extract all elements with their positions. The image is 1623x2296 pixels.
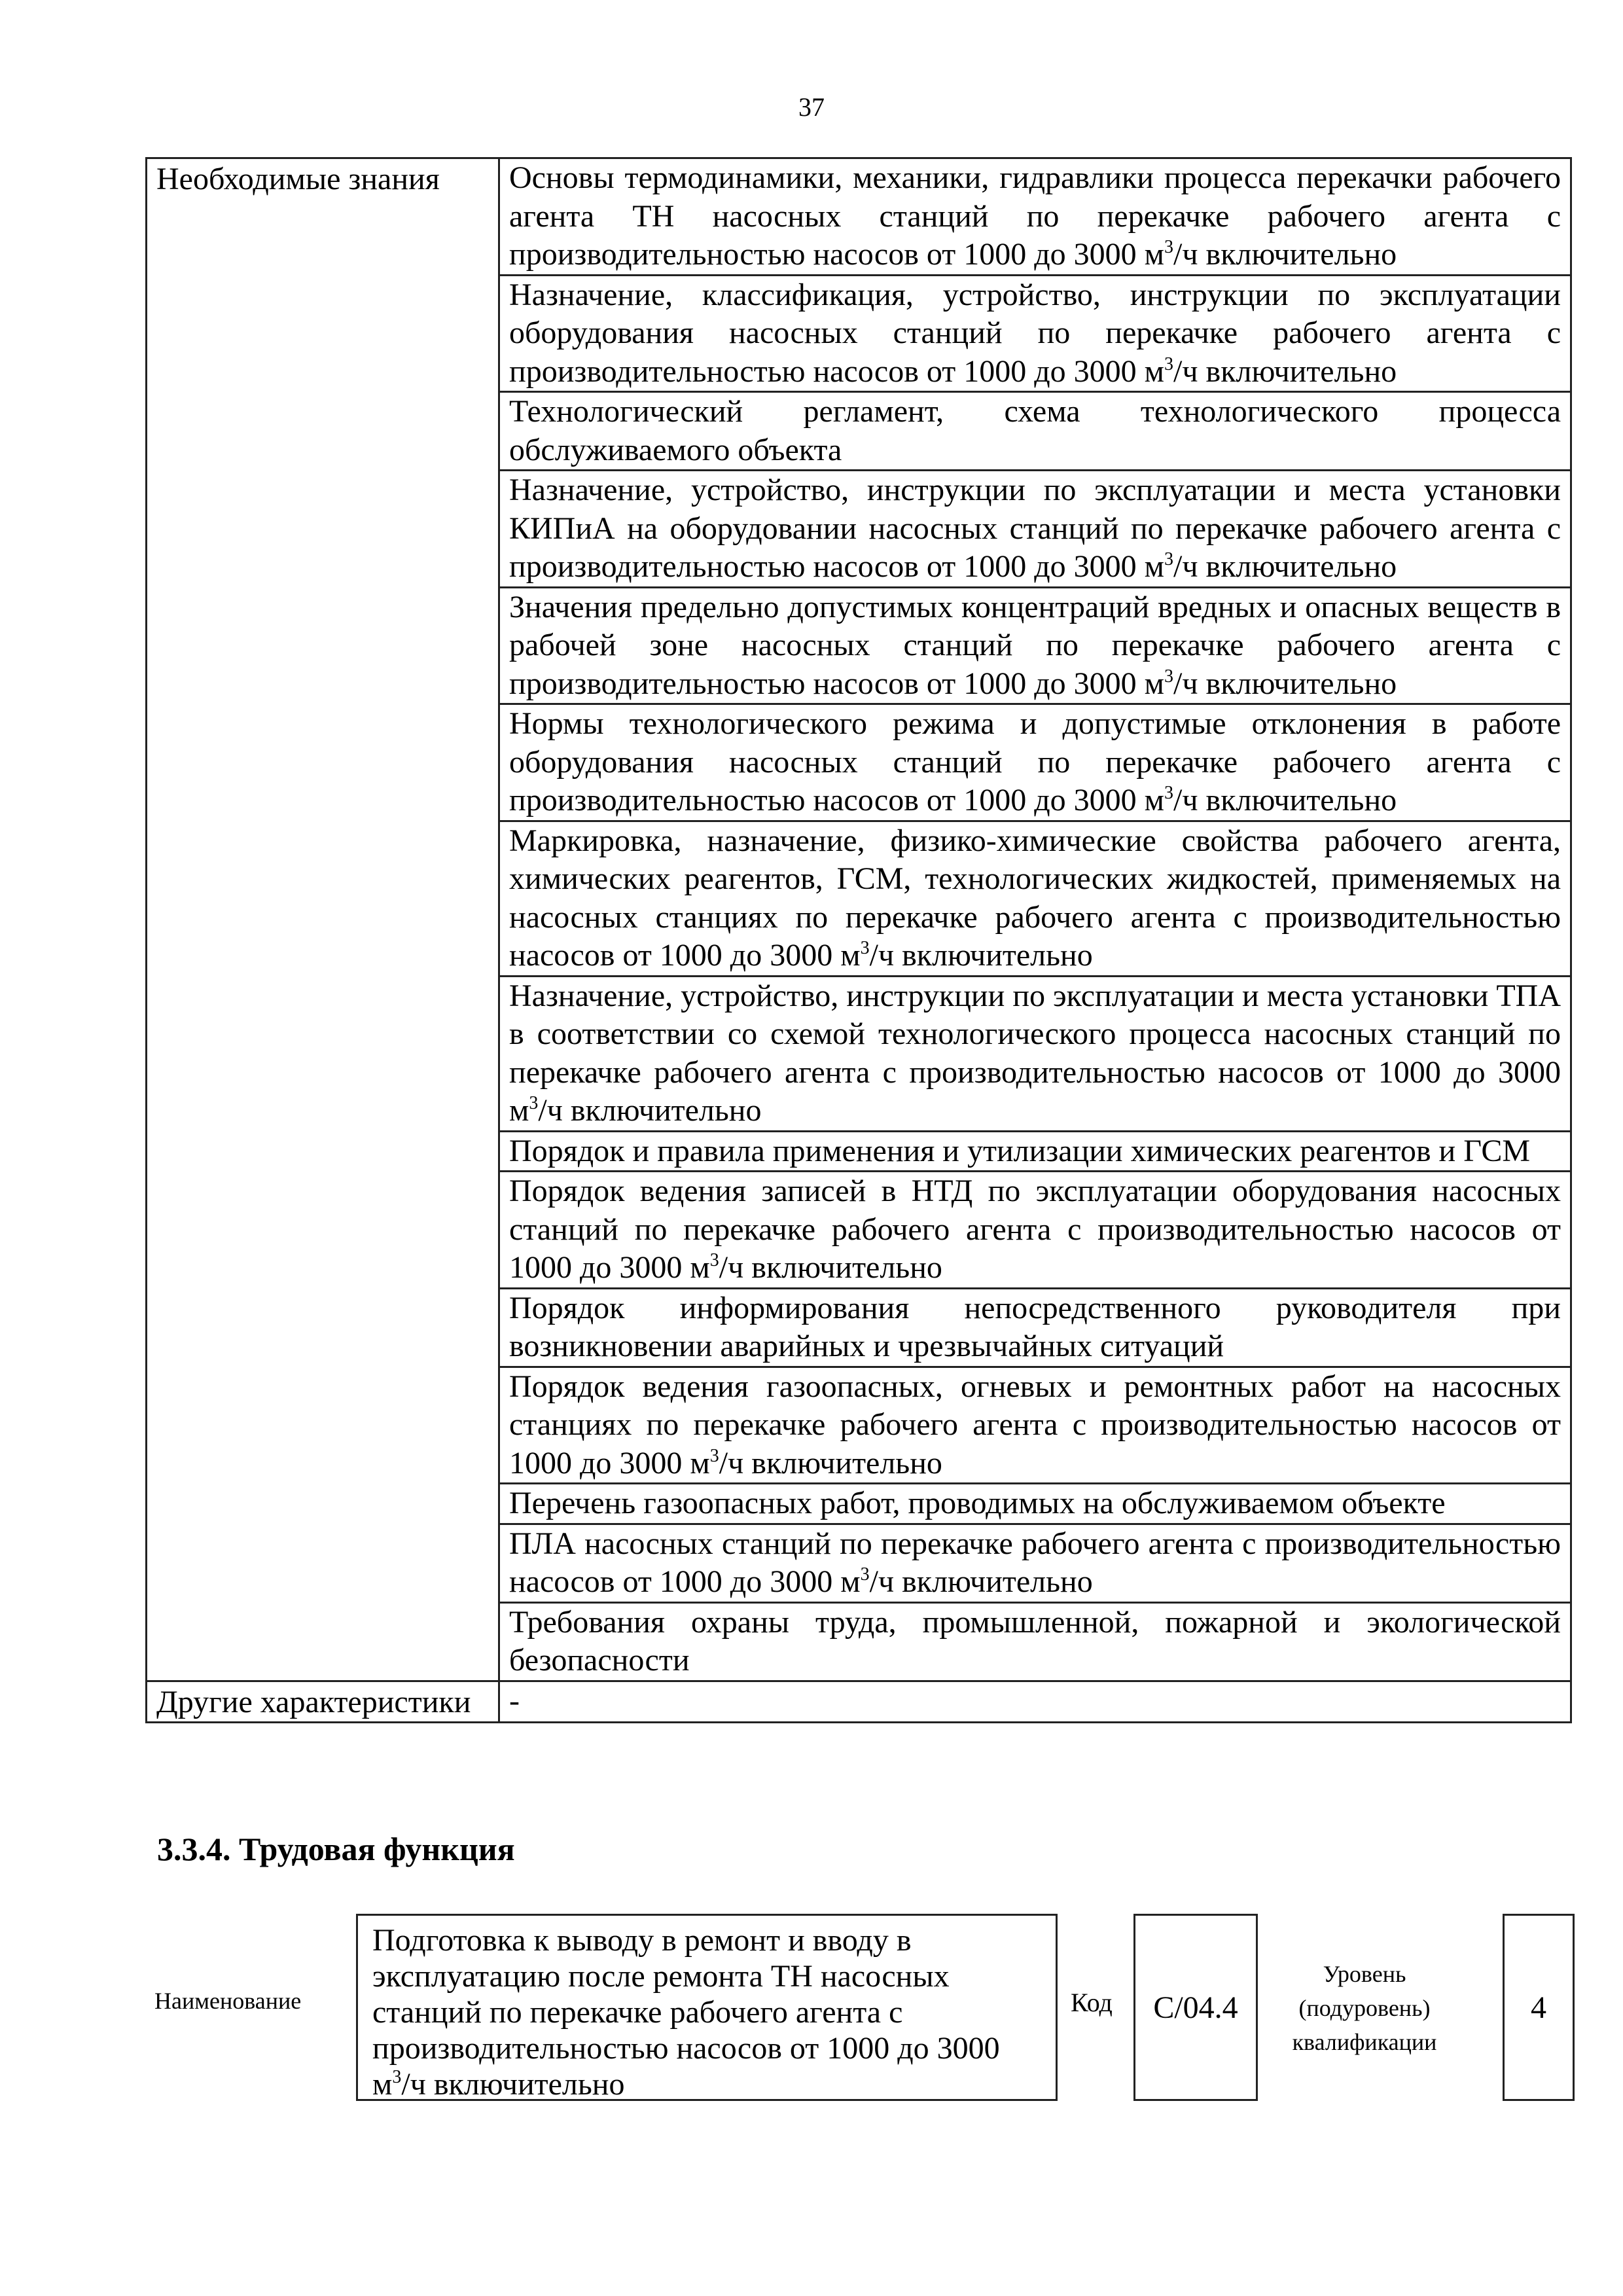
knowledge-item-superscript: 3 (709, 1445, 719, 1466)
knowledge-item (499, 704, 1571, 821)
knowledge-item (499, 587, 1571, 704)
function-name-text: Подготовка к выводу в ремонт и вводу в эксплуатацию после ремонта ТН насосных станций по перекачке рабочего агента с производительностью насосов от 1000 до 3000 м (372, 1923, 1000, 2102)
knowledge-item-text: Порядок информирования непосредственного руководителя при возникновении аварийных и чрезвычайных ситуаций (509, 1290, 1561, 1363)
knowledge-item-text: Порядок и правила применения и утилизации химических реагентов и ГСМ (509, 1133, 1531, 1168)
knowledge-item-text: Требования охраны труда, промышленной, пожарной и экологической безопасности (509, 1604, 1561, 1677)
knowledge-item (499, 976, 1571, 1131)
knowledge-item (499, 471, 1571, 588)
knowledge-label: Необходимые знания (147, 158, 499, 1681)
other-characteristics-label: Другие характеристики (147, 1681, 499, 1723)
knowledge-item-text: Маркировка, назначение, физико-химические свойства рабочего агента, химических реагентов, ГСМ, технологических жидкостей, применяемых на насосных станциях по перекачке рабочего агента с производительностью насосов от 1000 до 3000 м (509, 823, 1561, 973)
knowledge-item-unit: /ч включительно (538, 1093, 762, 1128)
knowledge-item-text: Порядок ведения газоопасных, огневых и ремонтных работ на насосных станциях по перекачке рабочего агента с производительностью насосов от 1000 до 3000 м (509, 1369, 1561, 1480)
knowledge-item-superscript: 3 (1164, 549, 1174, 569)
knowledge-item-superscript: 3 (860, 938, 870, 958)
page-number: 37 (798, 92, 825, 122)
knowledge-item-text: Нормы технологического режима и допустимые отклонения в работе оборудования насосных станций по перекачке рабочего агента с производительностью насосов от 1000 до 3000 м (509, 706, 1561, 817)
knowledge-item-unit: /ч включительно (719, 1445, 942, 1480)
function-name-superscript: 3 (392, 2067, 402, 2087)
code-label: Код (1071, 1988, 1113, 2017)
knowledge-item-text: Основы термодинамики, механики, гидравлики процесса перекачки рабочего агента ТН насосных станций по перекачке рабочего агента с производительностью насосов от 1000 до 3000 м (509, 160, 1561, 272)
other-characteristics-value: - (499, 1681, 1571, 1723)
knowledge-item-superscript: 3 (1164, 237, 1174, 257)
knowledge-item (499, 158, 1571, 276)
knowledge-item-superscript: 3 (860, 1564, 870, 1585)
knowledge-item-text: Назначение, устройство, инструкции по эксплуатации и места установки ТПА в соответствии со схемой технологического процесса насосных станций по перекачке рабочего агента с производительностью насосов от 1000 до 3000 м (509, 978, 1561, 1128)
knowledge-item (499, 1131, 1571, 1172)
code-box (1133, 1914, 1258, 2101)
knowledge-item (499, 1172, 1571, 1289)
function-name-box (356, 1914, 1058, 2101)
table-row (147, 158, 1571, 276)
knowledge-item-superscript: 3 (529, 1093, 539, 1113)
knowledge-item-text: Перечень газоопасных работ, проводимых на обслуживаемом объекте (509, 1486, 1446, 1520)
knowledge-item-text: Технологический регламент, схема технологического процесса обслуживаемого объекта (509, 394, 1561, 467)
knowledge-item-unit: /ч включительно (1173, 353, 1397, 389)
knowledge-item (499, 1484, 1571, 1524)
knowledge-item (499, 1524, 1571, 1602)
knowledge-item-text: Назначение, устройство, инструкции по эксплуатации и места установки КИПиА на оборудовании насосных станций по перекачке рабочего агента с производительностью насосов от 1000 до 3000 м (509, 473, 1561, 584)
knowledge-item-text: ПЛА насосных станций по перекачке рабочего агента с производительностью насосов от 1000 до 3000 м (509, 1526, 1561, 1599)
knowledge-item-text: Значения предельно допустимых концентраций вредных и опасных веществ в рабочей зоне насосных станций по перекачке рабочего агента с производительностью насосов от 1000 до 3000 м (509, 589, 1561, 701)
qualification-level-label: Уровень (подуровень) квалификации (1292, 1961, 1437, 2055)
knowledge-item (499, 1602, 1571, 1681)
knowledge-item-unit: /ч включительно (1173, 237, 1397, 272)
knowledge-item-superscript: 3 (709, 1250, 719, 1270)
table-row (147, 1681, 1571, 1723)
knowledge-item-text: Назначение, классификация, устройство, инструкции по эксплуатации оборудования насосных станций по перекачке рабочего агента с производительностью насосов от 1000 до 3000 м (509, 277, 1561, 389)
knowledge-item-unit: /ч включительно (1173, 549, 1397, 584)
knowledge-table (145, 157, 1572, 1723)
knowledge-item-unit: /ч включительно (1173, 666, 1397, 701)
knowledge-item (499, 1367, 1571, 1484)
knowledge-item (499, 821, 1571, 976)
knowledge-item-unit: /ч включительно (869, 1564, 1093, 1599)
code-value: C/04.4 (1153, 1990, 1238, 2025)
knowledge-item (499, 392, 1571, 471)
knowledge-item-unit: /ч включительно (1173, 783, 1397, 817)
knowledge-item-unit: /ч включительно (869, 938, 1093, 973)
qualification-level-value: 4 (1531, 1990, 1546, 2025)
knowledge-item-text: Порядок ведения записей в НТД по эксплуатации оборудования насосных станций по перекачке рабочего агента с производительностью насосов от 1000 до 3000 м (509, 1174, 1561, 1285)
knowledge-item-superscript: 3 (1164, 353, 1174, 374)
function-name-unit: /ч включительно (401, 2067, 625, 2102)
section-heading: 3.3.4. Трудовая функция (157, 1831, 515, 1867)
function-name-label: Наименование (154, 1988, 302, 2014)
knowledge-item-superscript: 3 (1164, 666, 1174, 687)
qualification-level-box (1503, 1914, 1575, 2101)
knowledge-item (499, 275, 1571, 392)
knowledge-item-superscript: 3 (1164, 783, 1174, 803)
knowledge-item-unit: /ч включительно (719, 1250, 942, 1285)
knowledge-item (499, 1288, 1571, 1367)
